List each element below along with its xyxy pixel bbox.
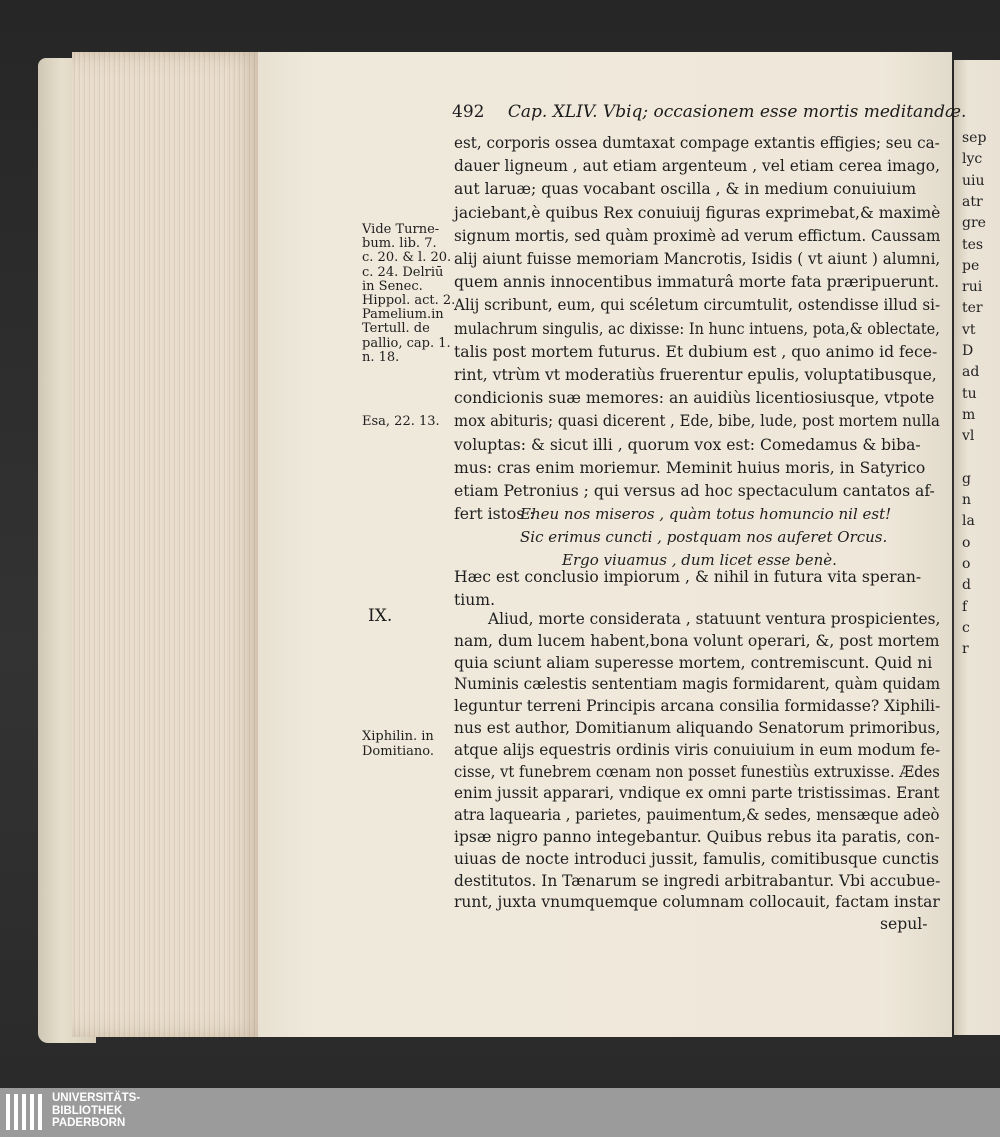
verse-line: Eheu nos miseros , quàm totus homuncio nil est! (520, 505, 892, 523)
right-page-fragment: lyc (962, 151, 983, 168)
marginal-note: c. 24. Delriū (362, 264, 444, 280)
body-text-line: aut laruæ; quas vocabant oscilla , & in medium conuiuium (454, 180, 917, 199)
right-page-fragment: c (962, 619, 970, 636)
right-page-fragment: m (962, 406, 976, 423)
marginal-note: Hippol. act. 2. (362, 293, 456, 308)
body-text-line: enim jussit apparari, vndique ex omni parte tristissimas. Erant (454, 784, 940, 803)
right-page-fragment: ad (962, 364, 980, 381)
right-page-edge (954, 60, 1000, 1035)
right-page-fragment: f (962, 598, 968, 615)
right-page-fragment: sep (962, 130, 987, 146)
right-page-fragment: o (962, 556, 971, 572)
body-text-line: voluptas: & sicut illi , quorum vox est: Comedamus & biba- (454, 435, 921, 454)
logo-line: UNIVERSITÄTS- (52, 1092, 141, 1104)
marginal-note: in Senec. (362, 278, 423, 294)
library-logo-icon (6, 1094, 42, 1130)
body-text-line: nus est author, Domitianum aliquando Senatorum primoribus, (454, 719, 941, 737)
body-text-line: signum mortis, sed quàm proximè ad verum effictum. Caussam (454, 226, 941, 245)
right-page-fragment: tes (962, 236, 984, 253)
page-number: 492 (452, 102, 485, 122)
verse-line: Sic erimus cuncti , postquam nos auferet Orcus. (520, 528, 888, 546)
marginal-note: Tertull. de (362, 321, 430, 337)
right-page-fragment: D (962, 343, 974, 359)
right-page-fragment: la (962, 513, 975, 530)
marginal-note: bum. lib. 7. (362, 236, 437, 252)
right-page-fragment: tu (962, 385, 977, 402)
chapter-title: Cap. XLIV. Vbiq; occasionem esse mortis meditandæ. (507, 102, 967, 122)
library-logo-text (52, 1092, 140, 1130)
right-page-fragment: pe (962, 257, 980, 274)
body-text-line: Alij scribunt, eum, qui scéletum circumtulit, ostendisse illud si- (454, 296, 941, 315)
body-text-line: quia sciunt aliam superesse mortem, contremiscunt. Quid ni (454, 653, 933, 672)
body-text-line: jaciebant,è quibus Rex conuiuij figuras exprimebat,& maximè (454, 203, 941, 222)
body-text-line: destitutos. In Tænarum se ingredi arbitrabantur. Vbi accubue- (454, 871, 941, 890)
page-block-edge (72, 52, 268, 1037)
body-text-line: alij aiunt fuisse memoriam Mancrotis, Isidis ( vt aiunt ) alumni, (454, 250, 941, 268)
body-text-line: ipsæ nigro panno integebantur. Quibus rebus ita paratis, con- (454, 828, 940, 846)
body-text-line: Aliud, morte considerata , statuunt ventura prospicientes, (488, 610, 941, 628)
marginal-note: n. 18. (362, 349, 400, 365)
right-page-fragment: uiu (962, 172, 985, 189)
logo-line: PADERBORN (52, 1117, 126, 1129)
body-text-line: est, corporis ossea dumtaxat compage extantis effigies; seu ca- (454, 134, 940, 152)
body-text-line: Hæc est conclusio impiorum , & nihil in futura vita speran- (454, 568, 922, 586)
right-page-fragment: r (962, 641, 969, 658)
body-text-line: nam, dum lucem habent,bona volunt operari, &, post mortem (454, 631, 940, 650)
right-page-fragment: n (962, 492, 972, 509)
body-text-line: tium. (454, 591, 496, 609)
marginal-note: Esa, 22. 13. (362, 414, 440, 429)
library-footer (0, 1088, 1000, 1137)
right-page-fragment: vl (962, 428, 975, 445)
body-text-line: mus: cras enim moriemur. Meminit huius moris, in Satyrico (454, 458, 926, 477)
right-page-fragment: rui (962, 279, 983, 296)
body-text-line: Numinis cælestis sententiam magis formidarent, quàm quidam (454, 675, 941, 694)
right-page-fragment: gre (962, 215, 986, 232)
body-text-line: uiuas de nocte introduci jussit, famulis, comitibusque cunctis (454, 849, 939, 868)
body-text-line: mox abituris; quasi dicerent , Ede, bibe, lude, post mortem nulla (454, 412, 940, 431)
section-number: IX. (368, 606, 393, 626)
logo-line: BIBLIOTHEK (52, 1104, 123, 1117)
body-text-line: atra laquearia , parietes, pauimentum,& sedes, mensæque adeò (454, 806, 940, 825)
body-text-line: etiam Petronius ; qui versus ad hoc spectaculum cantatos af- (454, 482, 935, 500)
marginal-note: Xiphilin. in (362, 729, 434, 744)
marginal-note: Vide Turne- (362, 222, 440, 237)
right-page-fragment: o (962, 534, 971, 551)
marginal-note: pallio, cap. 1. (362, 335, 451, 351)
body-text-line: condicionis suæ memores: an auidiùs licentiosiusque, vtpote (454, 389, 935, 408)
right-page-fragment: d (962, 577, 971, 594)
body-text-line: rint, vtrùm vt moderatiùs fruerentur epulis, voluptatibusque, (454, 366, 937, 384)
body-text-line: fert istos : (454, 505, 535, 524)
body-text-line: dauer ligneum , aut etiam argenteum , vel etiam cerea imago, (454, 157, 940, 176)
right-page-fragment: atr (962, 193, 983, 210)
body-text-line: sepul- (880, 915, 928, 934)
right-page-fragment: g (962, 470, 971, 487)
right-page-fragment: vt (962, 321, 976, 338)
marginal-note: c. 20. & l. 20. (362, 250, 452, 266)
body-text-line: cisse, vt funebrem cœnam non posset funestiùs extruxisse. Ædes (454, 762, 940, 781)
marginal-note: Domitiano. (362, 744, 434, 759)
verse-line: Ergo viuamus , dum licet esse benè. (562, 551, 837, 569)
body-text-line: talis post mortem futurus. Et dubium est , quo animo id fece- (454, 342, 938, 361)
body-text-line: leguntur terreni Principis arcana consilia formidasse? Xiphili- (454, 697, 941, 716)
running-head (452, 102, 966, 122)
right-page-fragment: ter (962, 300, 983, 317)
body-text-line: mulachrum singulis, ac dixisse: In hunc intuens, pota,& oblectate, (454, 319, 940, 338)
marginal-note: Pamelium.in (362, 307, 444, 323)
body-text-line: atque alijs equestris ordinis viris conuiuium in eum modum fe- (454, 740, 941, 759)
body-text-line: quem annis innocentibus immaturâ morte fata præripuerunt. (454, 273, 940, 292)
body-text-line: runt, juxta vnumquemque columnam collocauit, factam instar (454, 893, 940, 912)
